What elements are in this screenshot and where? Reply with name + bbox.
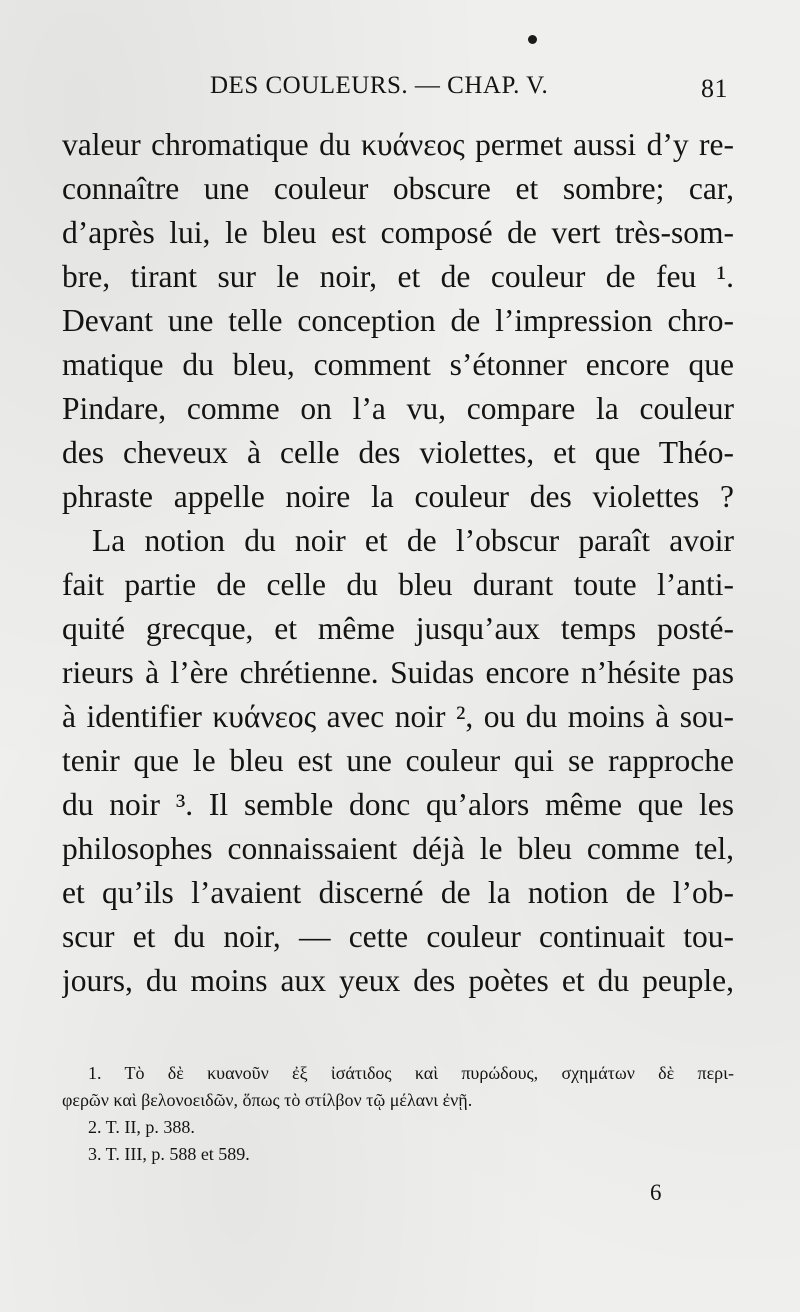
text-line: quité grecque, et même jusqu’aux temps posté- [62, 611, 734, 646]
ink-dot [528, 35, 537, 44]
text-line: du noir ³. Il semble donc qu’alors même que les [62, 787, 734, 822]
text-line: matique du bleu, comment s’étonner encore que [62, 347, 734, 382]
text-line: fait partie de celle du bleu durant toute l’anti- [62, 567, 734, 602]
text-line: rieurs à l’ère chrétienne. Suidas encore n’hésite pas [62, 655, 734, 690]
footnote-2: 2. T. II, p. 388. [88, 1117, 195, 1137]
text-line: et qu’ils l’avaient discerné de la notion de l’ob- [62, 875, 734, 910]
page-number: 81 [701, 74, 728, 103]
text-line: bre, tirant sur le noir, et de couleur de feu ¹. [62, 259, 734, 294]
footnote-1: 1. Τὸ δὲ κυανοῦν ἐξ ἰσάτιδος καὶ πυρώδους, σχημάτων δὲ περι- [88, 1063, 734, 1083]
text-line: d’après lui, le bleu est composé de vert très-som- [62, 215, 734, 250]
text-line: Pindare, comme on l’a vu, compare la couleur [62, 391, 734, 426]
body-text [62, 123, 734, 1003]
running-head-title: DES COULEURS. — CHAP. V. [210, 72, 549, 99]
text-line: tenir que le bleu est une couleur qui se rapproche [62, 743, 734, 778]
text-line: La notion du noir et de l’obscur paraît avoir [92, 523, 734, 558]
text-line: scur et du noir, — cette couleur continuait tou- [62, 919, 734, 954]
footnote-3: 3. T. III, p. 588 et 589. [88, 1144, 250, 1164]
text-line: philosophes connaissaient déjà le bleu comme tel, [62, 831, 734, 866]
footnotes [62, 1060, 734, 1168]
text-line: jours, du moins aux yeux des poètes et du peuple, [62, 963, 734, 998]
text-line: phraste appelle noire la couleur des violettes ? [62, 479, 734, 514]
footnote-1-continued: φερῶν καὶ βελονοειδῶν, ὅπως τὸ στίλβον τῷ μέλανι ἐνῇ. [62, 1090, 473, 1110]
text-line: valeur chromatique du κυάνεος permet aussi d’y re- [62, 127, 734, 162]
text-line: des cheveux à celle des violettes, et que Théo- [62, 435, 734, 470]
text-line: à identifier κυάνεος avec noir ², ou du moins à sou- [62, 699, 734, 734]
text-line: connaître une couleur obscure et sombre; car, [62, 171, 734, 206]
running-head [170, 68, 730, 104]
text-line: Devant une telle conception de l’impression chro- [62, 303, 734, 338]
signature-mark: 6 [650, 1180, 662, 1205]
